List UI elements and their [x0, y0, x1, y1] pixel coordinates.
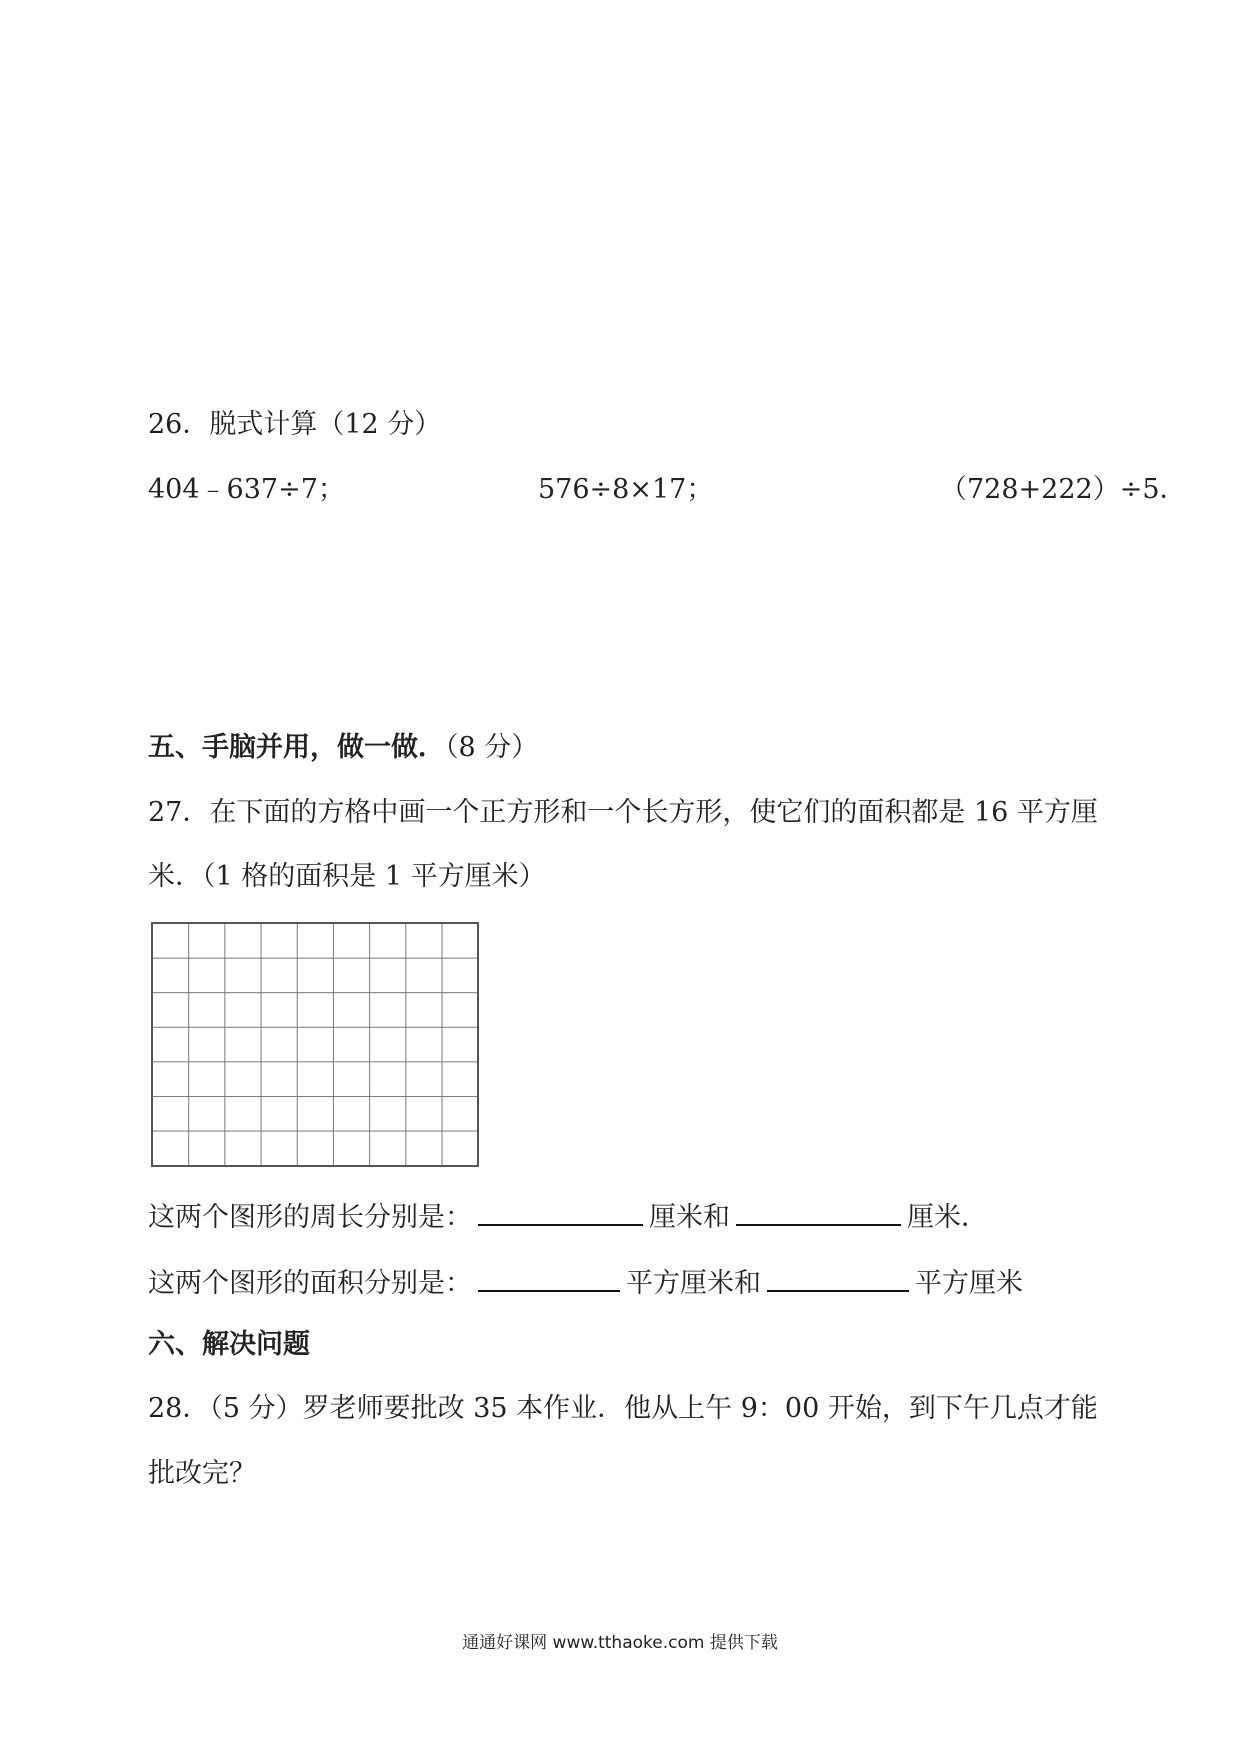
- area-suffix: 平方厘米: [915, 1268, 1023, 1299]
- perimeter-prefix: 这两个图形的周长分别是：: [148, 1202, 472, 1233]
- q26-expression-2: 576÷8×17；: [538, 474, 714, 505]
- q26-expression-3: （728+222）÷5．: [940, 474, 1187, 505]
- area-mid: 平方厘米和: [626, 1268, 761, 1299]
- q27-area-line: [148, 1262, 1023, 1302]
- area-prefix: 这两个图形的面积分别是：: [148, 1268, 472, 1299]
- section-6-heading: 六、解决问题: [148, 1329, 310, 1360]
- drawing-grid[interactable]: [151, 922, 479, 1167]
- q28-line-2: 批改完？: [148, 1458, 256, 1489]
- section-5-title: [148, 730, 538, 766]
- perimeter-mid: 厘米和: [649, 1202, 730, 1233]
- perimeter-blank-1[interactable]: [478, 1196, 643, 1226]
- perimeter-suffix: 厘米．: [907, 1202, 988, 1233]
- q27-line-1: 27．在下面的方格中画一个正方形和一个长方形，使它们的面积都是 16 平方厘: [148, 797, 1098, 828]
- q27-line-2: 米．（1 格的面积是 1 平方厘米）: [148, 861, 546, 892]
- perimeter-blank-2[interactable]: [736, 1196, 901, 1226]
- q27-perimeter-line: [148, 1196, 988, 1236]
- page-footer: 通通好课网 www.tthaoke.com 提供下载: [462, 1633, 778, 1653]
- q28-line-1: 28．（5 分）罗老师要批改 35 本作业．他从上午 9：00 开始，到下午几点才能: [148, 1393, 1098, 1424]
- area-blank-2[interactable]: [767, 1262, 909, 1292]
- section-5-score: （8 分）: [445, 732, 539, 763]
- section-5-heading: 五、手脑并用，做一做．: [148, 732, 445, 763]
- q26-expression-1: 404﹣637÷7；: [148, 474, 345, 505]
- area-blank-1[interactable]: [478, 1262, 620, 1292]
- q26-heading: 26．脱式计算（12 分）: [148, 409, 442, 440]
